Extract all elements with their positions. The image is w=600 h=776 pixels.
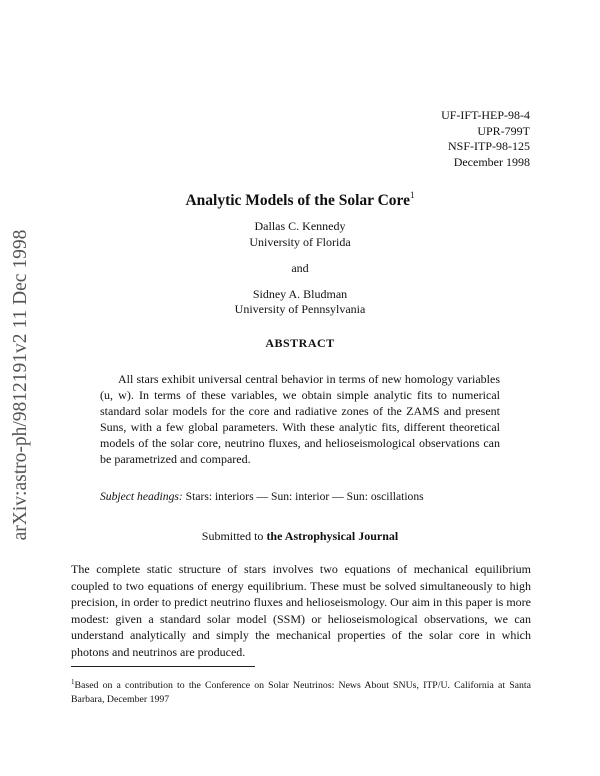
preprint-number: NSF-ITP-98-125	[447, 139, 530, 153]
author-name: Sidney A. Bludman	[252, 287, 348, 301]
abstract-text: All stars exhibit universal central behavior in terms of new homology variables (u, w). In terms of these variables, we obtain simple analytic fits to numerical standard solar models for the core and radiative zones of the ZAMS and present Suns, with a few global parameters. With these analytic fits, different theoretical models of the solar core, neutrino fluxes, and helioseismological observations can be parametrized and compared.	[100, 372, 500, 466]
subject-headings-text: Stars: interiors — Sun: interior — Sun: oscillations	[185, 490, 424, 503]
author-name: Dallas C. Kennedy	[254, 219, 346, 233]
submitted-prefix: Submitted to	[201, 529, 264, 543]
author-affiliation: University of Pennsylvania	[234, 302, 366, 316]
submission-note	[0, 529, 600, 544]
paper-title-text: Analytic Models of the Solar Core	[185, 192, 411, 209]
arxiv-stamp: arXiv:astro-ph/9812191v2 11 Dec 1998	[10, 229, 31, 541]
subject-headings	[100, 490, 424, 503]
footnote-mark: 1	[71, 678, 75, 686]
paper-title	[0, 190, 600, 210]
preprint-date: December 1998	[453, 154, 530, 169]
author-affiliation: University of Florida	[249, 235, 351, 249]
preprint-number: UPR-799T	[477, 123, 530, 138]
abstract-heading: ABSTRACT	[265, 336, 335, 350]
footnote-text: Based on a contribution to the Conference on Solar Neutrinos: News About SNUs, ITP/U. California at Santa Barbara, December 1997	[71, 680, 531, 705]
author-separator: and	[291, 261, 309, 275]
footnote	[71, 675, 531, 707]
footnote-rule	[71, 666, 255, 667]
preprint-number: UF-IFT-HEP-98-4	[441, 108, 530, 122]
journal-name: the Astrophysical Journal	[266, 529, 399, 543]
subject-headings-label: Subject headings:	[100, 490, 183, 503]
preprint-numbers	[441, 108, 530, 170]
body-paragraph: The complete static structure of stars involves two equations of mechanical equilibrium coupled to two equations of energy equilibrium. These must be solved simultaneously to high precision, in order to predict neutrino fluxes and helioseismology. Our aim in this paper is more modest: given a standard solar model (SSM) or helioseismological observations, we can understand analytically and simply the mechanical properties of the solar core in which photons and neutrinos are produced.	[71, 562, 531, 659]
title-footnote-mark: 1	[410, 190, 415, 200]
